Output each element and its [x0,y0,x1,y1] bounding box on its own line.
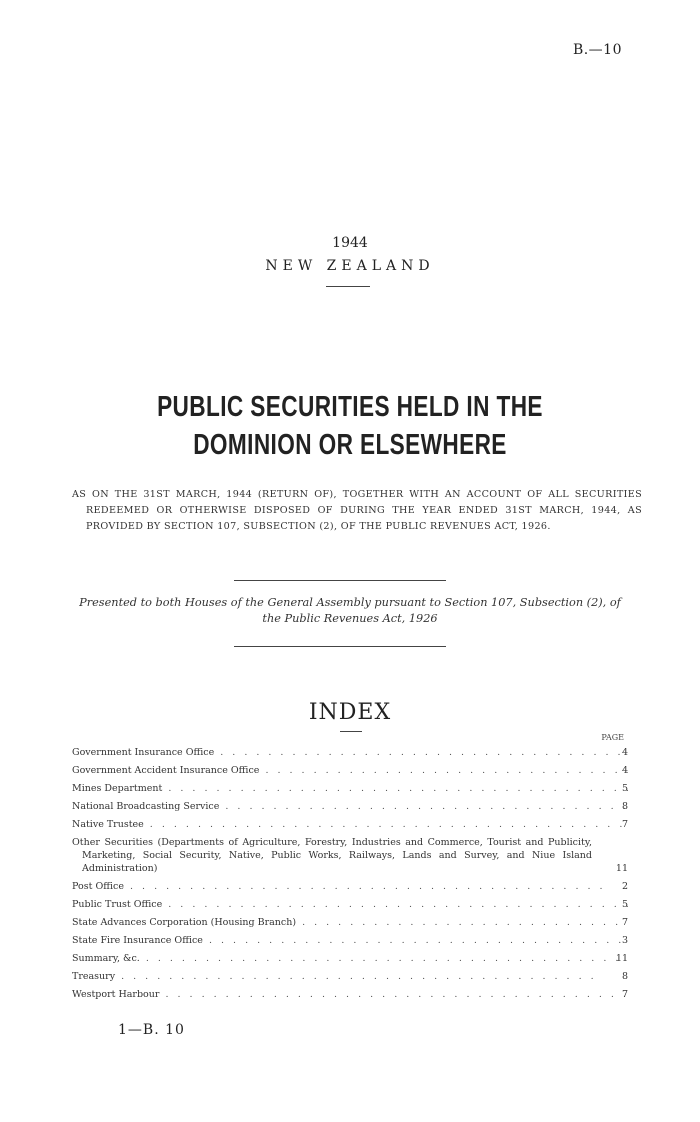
paper-reference: B.—10 [572,42,622,58]
index-entry [72,800,628,813]
country: NEW ZEALAND [265,258,435,274]
index-entry [72,880,628,893]
index-entry [72,836,628,875]
index-entry [72,782,628,795]
index-entry [72,934,628,947]
index-entry-page: 3 [621,935,628,946]
index-entry [72,898,628,911]
document-subtitle: AS ON THE 31ST MARCH, 1944 (RETURN OF), TOGETHER WITH AN ACCOUNT OF ALL SECURITIES REDEEMED OR OTHERWISE DISPOSED OF DURING THE YEAR ENDED 31ST MARCH, 1944, AS PROVIDED BY SECTION 107, SUBSECTION (2), OF THE PUBLIC REVENUES ACT, 1926. [72,489,642,532]
index-entry [72,970,628,983]
index-entry [72,818,628,831]
index-entry [72,746,628,759]
index-entry-label: Government Insurance Office . . [72,746,628,759]
index-entry-label: Other Securities (Departments of Agriculture, Forestry, Industries and Commerce, Tourist and Publicity, Marketing, Social Security, Native, Public Works, Railways, Lands and Survey, and Niue Island Administration) [72,837,592,874]
index-entry-page: 7 [621,917,628,928]
index-entry-label: Treasury . . [72,970,628,983]
index-entry-page: 4 [621,747,628,758]
index-entry-page: 5 [621,899,628,910]
index-entry [72,952,628,965]
year: 1944 [332,235,368,251]
index-entry-page: 8 [621,801,628,812]
index-entry [72,988,628,1001]
index-entry-label: Mines Department . . [72,782,628,795]
index-entry-label: Government Accident Insurance Office . . [72,764,628,777]
index-entry-page: 8 [621,971,628,982]
index-entry-page: 11 [615,953,628,964]
index-entry-page: 5 [621,783,628,794]
index-entry-label: Summary, &c. . . [72,952,628,965]
divider [326,286,370,287]
page-column-heading: PAGE [601,733,624,742]
index-entry-label: Post Office . . [72,880,628,893]
index-entry-page: 7 [621,819,628,830]
index-entry-page: 7 [621,989,628,1000]
index-entry-label: Public Trust Office . . [72,898,628,911]
index-entry-page: 4 [621,765,628,776]
index-entry-label: Native Trustee . . [72,818,628,831]
document-title: PUBLIC SECURITIES HELD IN THE DOMINION OR ELSEWHERE [157,391,543,461]
divider [234,646,446,647]
index-entry [72,764,628,777]
sheet-mark: 1—B. 10 [118,1022,185,1038]
presented-note: Presented to both Houses of the General Assembly pursuant to Section 107, Subsection (2), of the Public Revenues Act, 1926 [79,596,621,625]
index-entry-label: National Broadcasting Service . . [72,800,628,813]
divider [340,731,362,732]
index-entry-page: 11 [615,863,628,874]
index-entry-label: State Advances Corporation (Housing Branch) . . [72,916,628,929]
index-entry-page: 2 [621,881,628,892]
index-title: INDEX [308,700,392,725]
index-entry-label: State Fire Insurance Office . . [72,934,628,947]
index-entry [72,916,628,929]
index-entry-label: Westport Harbour . . [72,988,628,1001]
index-list [72,746,628,1001]
divider [234,580,446,581]
